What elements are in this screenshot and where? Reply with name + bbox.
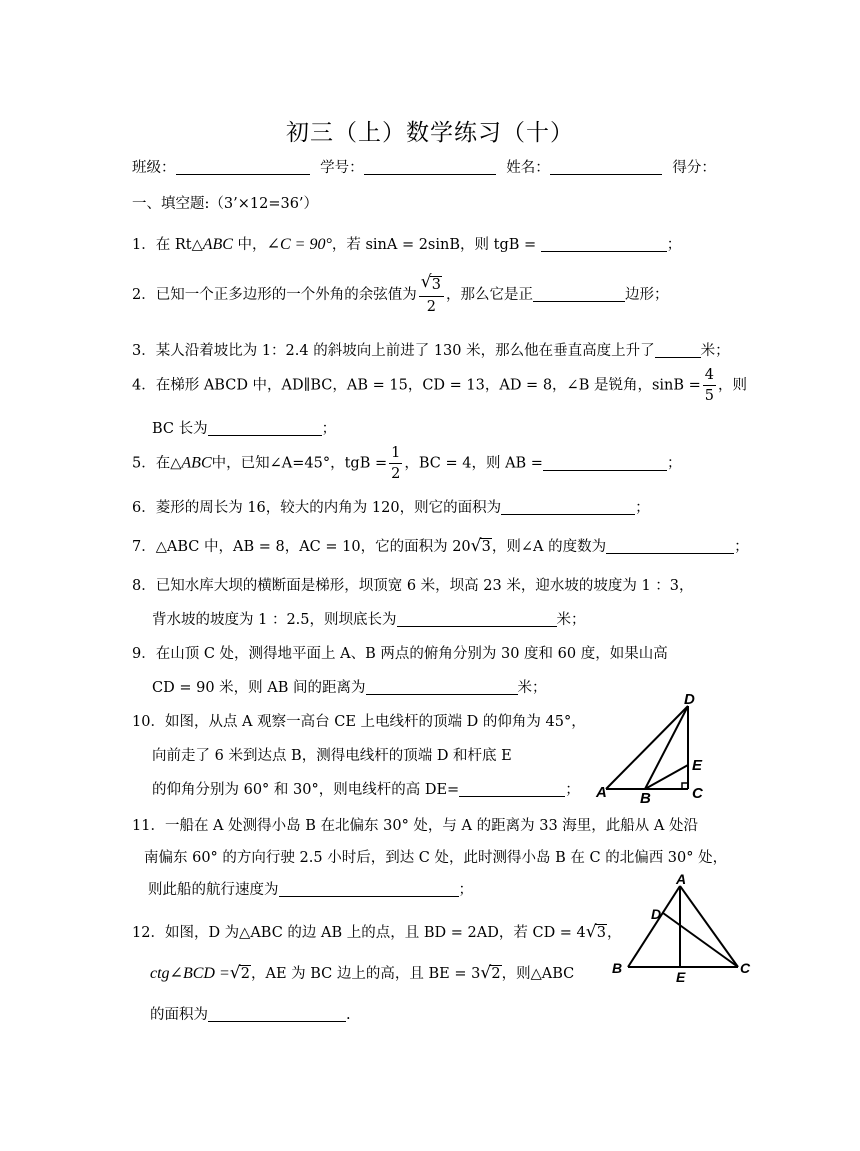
q8-end: 米；: [556, 612, 586, 628]
q12-label-d: D: [651, 906, 662, 922]
q12-figure: [608, 872, 754, 984]
q1-answer-blank[interactable]: [541, 236, 667, 252]
q12-radicand-2: 2: [240, 966, 250, 982]
q12-label-a: A: [676, 872, 687, 887]
q7-answer-blank[interactable]: [606, 538, 734, 554]
q5-abc: ABC: [181, 454, 212, 472]
question-7: [132, 535, 749, 556]
q8-text-a: 背水坡的坡度为 1 ：2.5，则坝底长为: [152, 612, 397, 628]
question-10-line2: 向前走了 6 米到达点 B，测得电线杆的顶端 D 和杆底 E: [152, 748, 512, 764]
q3-answer-blank[interactable]: [655, 342, 701, 358]
q8-answer-blank[interactable]: [397, 611, 557, 627]
q5-text-c: ，BC = 4，则 AB =: [404, 455, 543, 472]
q12-radicand-1: 3: [596, 925, 607, 941]
question-12-line2: [150, 962, 574, 983]
q10-label-a: A: [596, 784, 607, 801]
q12-side-ac: [680, 886, 738, 967]
q12-label-b: B: [612, 960, 623, 976]
question-1: [132, 233, 681, 254]
q12-sqrt-2: √ 2: [229, 963, 250, 983]
q5-text-a: 5．在△: [132, 455, 182, 472]
q12-sqrt-1: √ 3: [585, 922, 607, 942]
q9-answer-blank[interactable]: [366, 679, 518, 695]
q12-text-e: 的面积为: [150, 1007, 208, 1023]
q12-answer-blank[interactable]: [208, 1006, 346, 1022]
q4-text-a: 4．在梯形 ABCD 中，AD∥BC，AB = 15，CD = 13，AD = 8，∠B 是锐角，sinB =: [132, 377, 701, 394]
q12-text-d: ，则△ABC: [501, 966, 575, 982]
q1-text-a: 1．在 Rt△: [132, 237, 203, 253]
q10-label-e: E: [692, 757, 703, 774]
q10-text-a: 的仰角分别为 60° 和 30°，则电线杆的高 DE=: [152, 782, 460, 798]
q5-end: ；: [666, 455, 682, 472]
question-2: [132, 272, 669, 315]
question-5: [132, 446, 681, 481]
q7-text-a: 7．△ABC 中，AB = 8，AC = 10，它的面积为 20: [132, 539, 471, 555]
id-blank[interactable]: [364, 159, 496, 175]
q10-figure: [592, 692, 714, 804]
q1-angle: ∠C = 90°: [266, 236, 332, 253]
question-11-line2: 南偏东 60° 的方向行驶 2.5 小时后，到达 C 处，此时测得小岛 B 在 C 的北偏西 30° 处，: [144, 850, 728, 866]
q1-text-c: ，若 sinA = 2sinB，则 tgB =: [331, 237, 537, 253]
question-11-line3: [148, 878, 473, 899]
q6-text-a: 6．菱形的周长为 16，较大的内角为 120，则它的面积为: [132, 500, 502, 516]
q12-segment-cd: [663, 913, 738, 967]
header-line: [132, 156, 716, 177]
question-4-line2: [152, 417, 336, 438]
q5-answer-blank[interactable]: [543, 455, 667, 471]
q7-text-b: ，则∠A 的度数为: [491, 539, 607, 555]
class-blank[interactable]: [176, 159, 310, 175]
q11-end: ；: [458, 882, 473, 898]
q12-radicand-3: 2: [491, 966, 501, 982]
q11-answer-blank[interactable]: [279, 881, 459, 897]
q5-denominator: 2: [391, 465, 401, 482]
q10-label-d: D: [684, 692, 695, 708]
q12-side-ab: [628, 886, 680, 967]
q7-sqrt: √ 3: [470, 536, 491, 556]
q2-denominator: 2: [426, 298, 436, 315]
q10-label-b: B: [640, 790, 651, 804]
q11-text-a: 则此船的航行速度为: [148, 882, 279, 898]
q12-end: .: [346, 1007, 351, 1023]
q5-numerator: 1: [389, 446, 402, 464]
q12-text-a: 12．如图，D 为△ABC 的边 AB 上的点，且 BD = 2AD，若 CD = 4: [132, 925, 586, 941]
q5-text-b: 中，已知∠A=45°，tgB =: [211, 455, 388, 472]
q9-text-a: CD = 90 米，则 AB 间的距离为: [152, 680, 366, 696]
q4-text-c: BC 长为: [152, 421, 208, 437]
question-8-line2: [152, 608, 586, 629]
q4-end: ；: [321, 421, 337, 437]
question-9-line2: [152, 676, 547, 697]
q10-answer-blank[interactable]: [459, 781, 565, 797]
q4-text-b: ，则: [718, 377, 748, 394]
q4-denominator: 5: [704, 387, 715, 404]
q12-sqrt-3: √ 2: [480, 963, 501, 983]
q3-text-a: 3．某人沿着坡比为 1：2.4 的斜坡向上前进了 130 米，那么他在垂直高度上升了: [132, 343, 655, 359]
q2-answer-blank[interactable]: [533, 286, 625, 302]
q7-end: ；: [734, 539, 749, 555]
name-blank[interactable]: [550, 159, 662, 175]
q2-end: 边形；: [624, 287, 669, 304]
q1-text-b: 中，: [232, 237, 267, 253]
question-9: 9．在山顶 C 处，测得地平面上 A、B 两点的俯角分别为 30 度和 60 度，如果山高: [132, 646, 668, 662]
q6-end: ；: [635, 500, 650, 516]
q3-end: 米；: [700, 343, 730, 359]
name-label: 姓名：: [506, 160, 550, 176]
q2-text-b: ，那么它是正: [445, 287, 533, 304]
class-label: 班级：: [132, 160, 176, 176]
question-11: 11．一船在 A 处测得小岛 B 在北偏东 30° 处，与 A 的距离为 33 海里，此船从 A 处沿: [132, 818, 698, 834]
q6-answer-blank[interactable]: [501, 499, 635, 515]
q4-numerator: 4: [703, 368, 716, 386]
q10-label-c: C: [692, 785, 703, 802]
q1-end: ；: [666, 237, 682, 253]
question-3: [132, 339, 730, 360]
q4-answer-blank[interactable]: [208, 420, 322, 436]
id-label: 学号：: [320, 160, 364, 176]
q12-label-c: C: [740, 960, 751, 976]
question-12: [132, 921, 622, 942]
q2-fraction: √ 3 2: [419, 276, 444, 314]
q9-end: 米；: [517, 680, 547, 696]
q7-radicand: 3: [481, 539, 491, 555]
question-10-line3: [152, 778, 580, 799]
page-title: 初三（上）数学练习（十）: [286, 120, 574, 146]
question-12-line3: [150, 1003, 351, 1024]
q5-fraction: [389, 446, 402, 481]
q12-text-b: ，: [607, 925, 622, 941]
q1-abc: ABC: [202, 236, 233, 253]
question-6: [132, 496, 650, 517]
question-4: [132, 368, 747, 403]
q10-end: ；: [565, 782, 580, 798]
q12-label-e: E: [676, 969, 686, 984]
section-heading: 一、填空题:（3’×12=36’）: [132, 196, 319, 212]
q12-ctg: ctg∠BCD =: [150, 965, 230, 982]
score-label: 得分：: [672, 160, 716, 176]
q2-numerator: 3: [431, 277, 441, 293]
question-8: 8．已知水库大坝的横断面是梯形，坝顶宽 6 米，坝高 23 米，迎水坡的坡度为 1 ：3，: [132, 578, 694, 594]
q4-fraction: [703, 368, 716, 403]
q2-text-a: 2．已知一个正多边形的一个外角的余弦值为: [132, 287, 417, 304]
q12-text-c: ，AE 为 BC 边上的高，且 BE = 3: [250, 966, 481, 982]
question-10: 10．如图，从点 A 观察一高台 CE 上电线杆的顶端 D 的仰角为 45°，: [132, 714, 586, 730]
q10-line-ad: [606, 706, 688, 789]
